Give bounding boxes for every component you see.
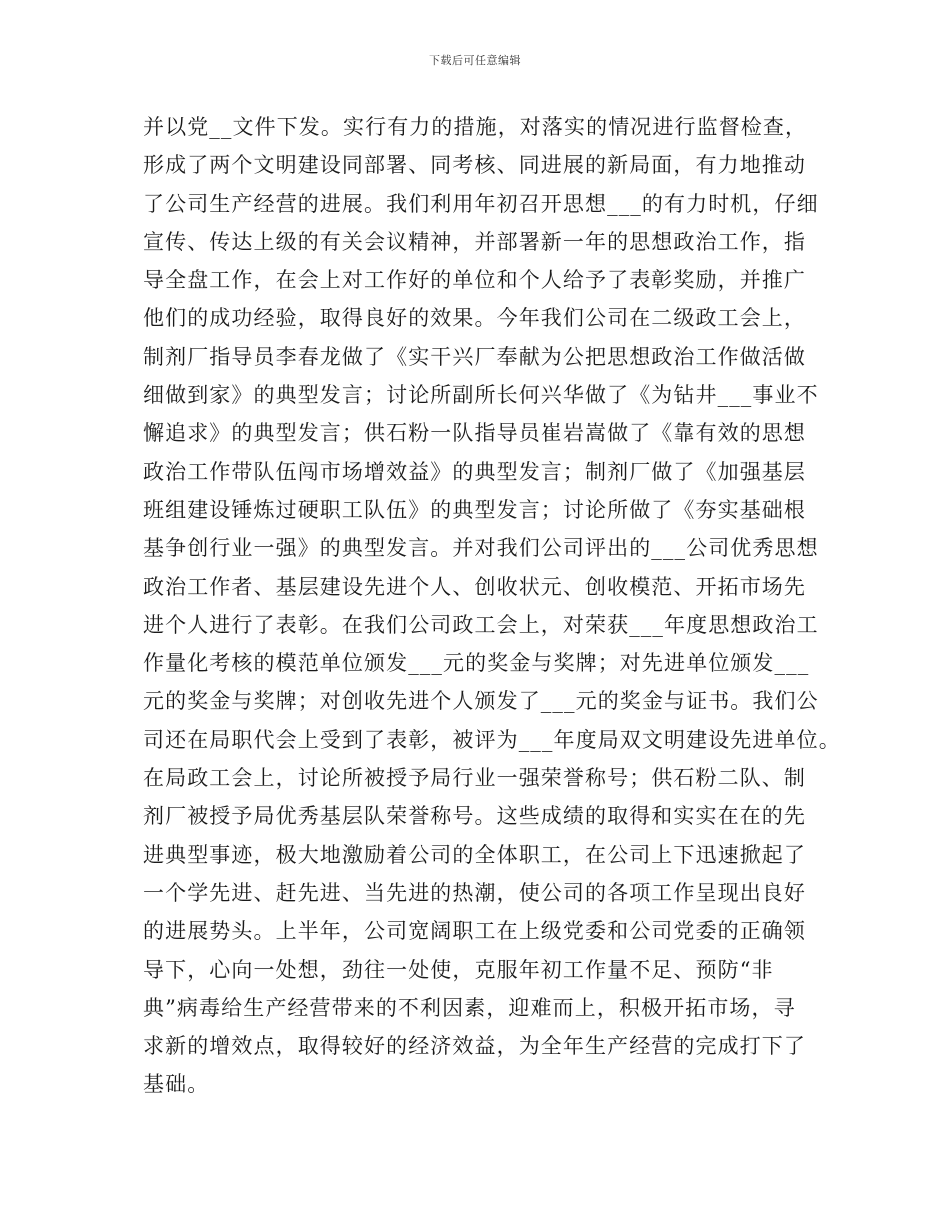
text-line: 班组建设锤炼过硬职工队伍》的典型发言；讨论所做了《夯实基础根 [143, 497, 806, 522]
text-line: 一个学先进、赶先进、当先进的热潮，使公司的各项工作呈现出良好 [143, 880, 806, 905]
text-line: 基础。 [143, 1072, 210, 1097]
text-line: 制剂厂指导员李春龙做了《实干兴厂奉献为公把思想政治工作做活做 [143, 344, 806, 369]
text-line: 典”病毒给生产经营带来的不利因素，迎难而上，积极开拓市场，寻 [143, 995, 796, 1020]
text-line: 求新的增效点，取得较好的经济效益，为全年生产经营的完成打下了 [143, 1034, 806, 1059]
text-line: 司还在局职代会上受到了表彰，被评为___年度局双文明建设先进单位。 [143, 727, 841, 752]
text-line: 剂厂被授予局优秀基层队荣誉称号。这些成绩的取得和实实在在的先 [143, 804, 806, 829]
text-line: 并以党__文件下发。实行有力的措施，对落实的情况进行监督检查， [143, 115, 808, 139]
body-paragraph [143, 108, 841, 1104]
text-line: 了公司生产经营的进展。我们利用年初召开思想___的有力时机，仔细 [143, 191, 819, 216]
text-line: 元的奖金与奖牌；对创收先进个人颁发了___元的奖金与证书。我们公 [143, 689, 819, 714]
text-line: 在局政工会上，讨论所被授予局行业一强荣誉称号；供石粉二队、制 [143, 766, 806, 791]
text-line: 导下，心向一处想，劲往一处使，克服年初工作量不足、预防“非 [143, 957, 774, 982]
text-line: 作量化考核的模范单位颁发___元的奖金与奖牌；对先进单位颁发___ [143, 651, 810, 676]
text-line: 细做到家》的典型发言；讨论所副所长何兴华做了《为钻井___事业不 [143, 383, 819, 408]
text-line: 形成了两个文明建设同部署、同考核、同进展的新局面，有力地推动 [143, 153, 806, 178]
text-line: 懈追求》的典型发言；供石粉一队指导员崔岩嵩做了《靠有效的思想 [143, 421, 806, 446]
page-header: 下载后可任意编辑 [429, 54, 521, 67]
text-line: 基争创行业一强》的典型发言。并对我们公司评出的___公司优秀思想 [143, 536, 819, 561]
text-line: 进个人进行了表彰。在我们公司政工会上，对荣获___年度思想政治工 [143, 612, 819, 637]
text-line: 他们的成功经验，取得良好的效果。今年我们公司在二级政工会上， [143, 306, 806, 331]
text-line: 的进展势头。上半年，公司宽阔职工在上级党委和公司党委的正确领 [143, 919, 806, 944]
text-line: 导全盘工作，在会上对工作好的单位和个人给予了表彰奖励，并推广 [143, 268, 806, 293]
text-line: 政治工作带队伍闯市场增效益》的典型发言；制剂厂做了《加强基层 [143, 459, 806, 484]
text-line: 进典型事迹，极大地激励着公司的全体职工，在公司上下迅速掀起了 [143, 842, 806, 867]
text-line: 政治工作者、基层建设先进个人、创收状元、创收模范、开拓市场先 [143, 574, 806, 599]
text-line: 宣传、传达上级的有关会议精神，并部署新一年的思想政治工作，指 [143, 229, 806, 254]
